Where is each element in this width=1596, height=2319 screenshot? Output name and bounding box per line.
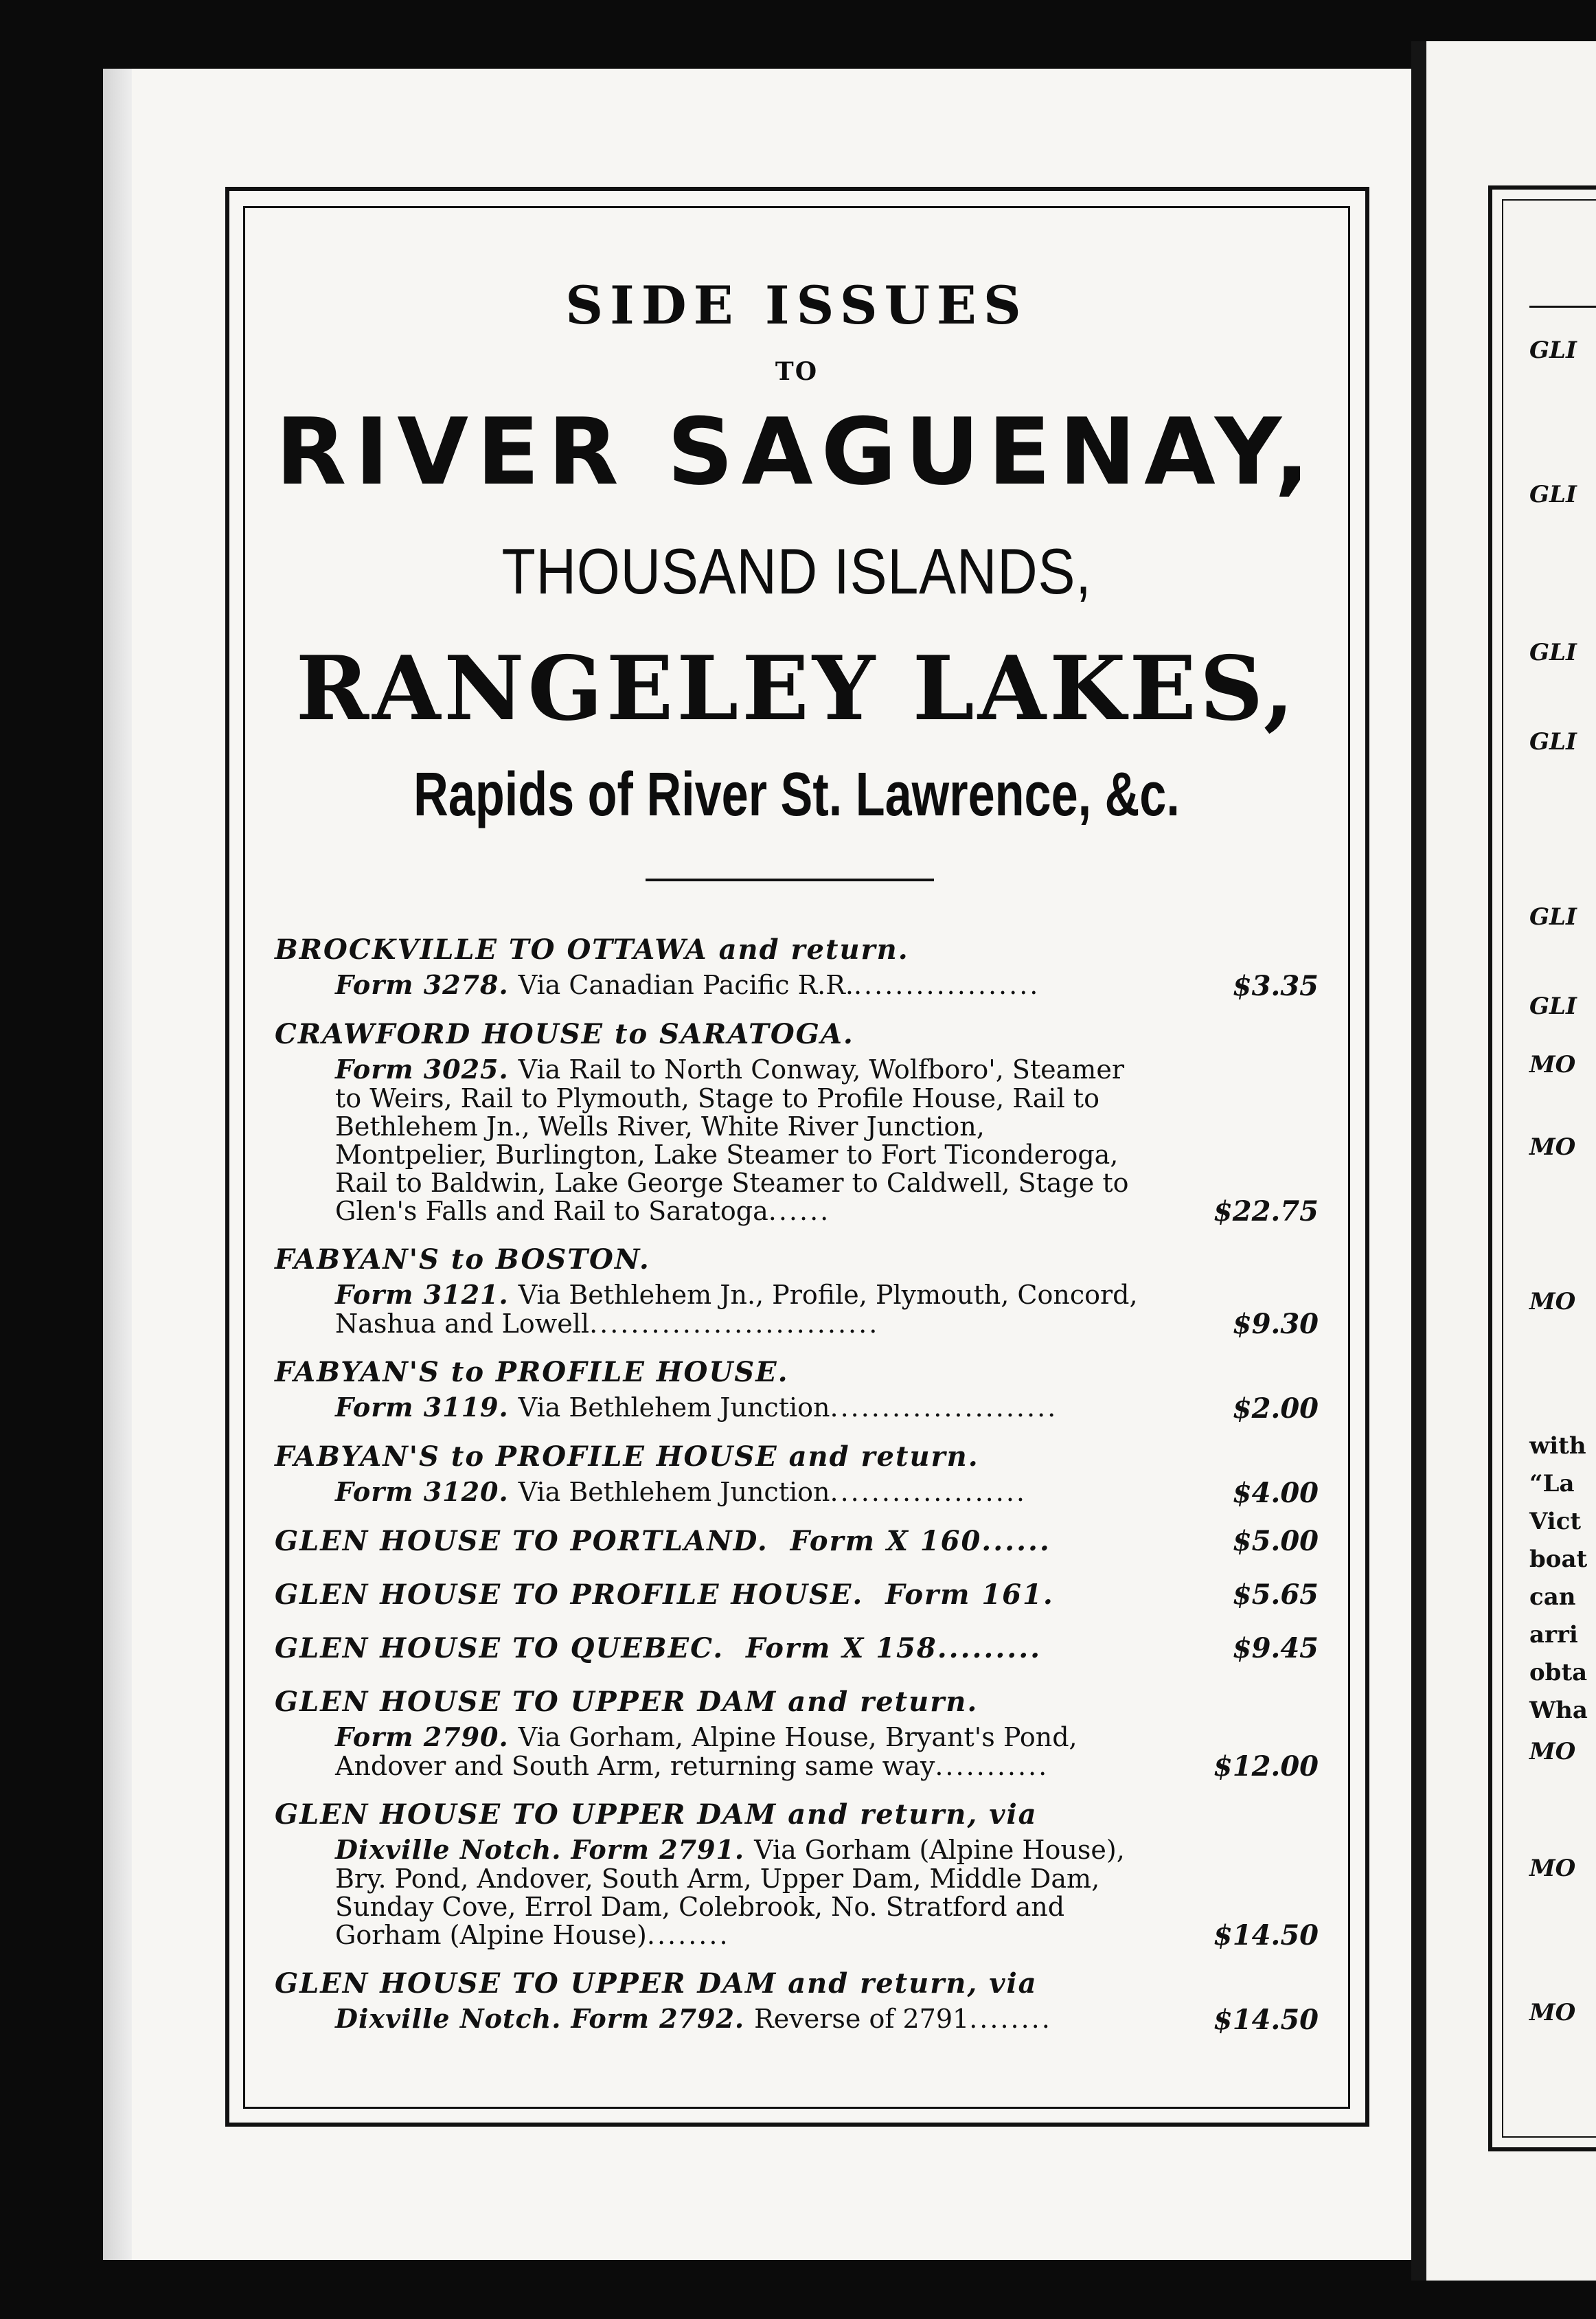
facing-text: boat [1529,1546,1588,1573]
facing-entry: MO [1529,1051,1576,1078]
fare-price: $14.50 [1213,1919,1319,1952]
fare-title: BROCKVILLE TO OTTAWA and return. [275,934,909,966]
fare-detail [275,1476,1154,1507]
fare-title-inline [275,1576,1154,1614]
facing-page [1426,41,1596,2281]
fare-entry [275,1629,1319,1668]
page-edge [103,69,132,2260]
facing-page-rule [1529,306,1596,308]
dot-leader: ............................ [589,1309,880,1339]
facing-text: Wha [1529,1697,1588,1724]
fare-detail [275,1834,1154,1949]
form-number: Form 3121. [335,1279,509,1310]
form-number: Form 2792. [571,2003,745,2034]
fare-list [275,931,1319,2049]
route-text: Reverse of 2791 [754,2004,970,2034]
fare-title: CRAWFORD HOUSE to SARATOGA. [275,1018,854,1050]
fare-detail [275,969,1154,1000]
fare-title: FABYAN'S to PROFILE HOUSE and return. [275,1440,979,1473]
form-number: Form 3119. [335,1392,509,1423]
fare-entry [275,1241,1319,1338]
fare-title-inline [275,1522,1154,1561]
fare-title: FABYAN'S to PROFILE HOUSE. [275,1356,789,1388]
facing-entry: GLI [1529,639,1577,666]
facing-entry: MO [1529,1738,1576,1765]
fare-entry [275,1683,1319,1783]
route-text: Via Bethlehem Junction [518,1392,830,1423]
divider-rule [646,879,934,881]
fare-entry [275,1576,1319,1614]
facing-entry: MO [1529,1288,1576,1315]
facing-entry: GLI [1529,481,1577,508]
fare-price: $2.00 [1232,1392,1319,1425]
facing-entry: GLI [1529,903,1577,931]
fare-detail [275,1392,1154,1423]
route-text: Via Bethlehem Jn., Profile, Plymouth, Concord, Nashua and Lowell [335,1280,1138,1339]
fare-price: $3.35 [1232,970,1319,1002]
dot-leader: ...... [981,1525,1051,1557]
dot-leader: ......... [937,1632,1042,1664]
dot-leader: ........ [646,1920,730,1950]
dot-leader: .................. [853,970,1040,1000]
facing-text: “La [1529,1470,1575,1497]
heading-thousand-islands: THOUSAND ISLANDS, [501,535,1092,607]
fare-entry [275,1353,1319,1423]
fare-title: GLEN HOUSE TO UPPER DAM and return. [275,1686,979,1718]
form-number: Form 2791. [571,1834,745,1865]
dot-leader: ................... [830,1477,1027,1507]
fare-title: FABYAN'S to BOSTON. [275,1243,650,1276]
dot-leader: ........ [969,2004,1052,2034]
fare-title: GLEN HOUSE TO UPPER DAM and return, via [275,1798,1038,1831]
route-text: Via Canadian Pacific R.R. [518,970,854,1000]
facing-entry: GLI [1529,728,1577,756]
heading-rangeley-lakes: RANGELEY LAKES, [295,637,1298,740]
fare-title-inline [275,1629,1154,1668]
fare-detail [275,1054,1154,1225]
facing-entry: MO [1529,1855,1576,1882]
facing-entry: MO [1529,1133,1576,1161]
form-number: Form 2790. [335,1721,509,1752]
facing-text: with [1529,1432,1586,1460]
form-number: Form 3278. [335,969,509,1000]
fare-entry [275,931,1319,1000]
form-number: Form X 158 [746,1632,937,1664]
route-text: Via Rail to North Conway, Wolfboro', Steamer to Weirs, Rail to Plymouth, Stage to Profile House, Rail to Bethlehem Jn., Wells River, White River Junction, Montpelier, Burlington, Lake Steamer to Fort Ticonderoga, Rail to Baldwin, Lake George Steamer to Caldwell, Stage to Glen's Falls and Rail to Saratoga [335,1054,1129,1226]
fare-price: $14.50 [1213,2004,1319,2036]
fare-title-cont: Dixville Notch. [335,1834,562,1865]
fare-title: GLEN HOUSE TO PORTLAND. [275,1525,768,1557]
fare-entry [275,1796,1319,1952]
heading-rapids: Rapids of River St. Lawrence, &c. [413,760,1180,829]
facing-text: obta [1529,1659,1588,1686]
fare-price: $5.65 [1232,1579,1319,1611]
fare-price: $22.75 [1213,1195,1319,1228]
fare-entry [275,1522,1319,1561]
fare-detail [275,1721,1154,1780]
fare-title: GLEN HOUSE TO QUEBEC. [275,1632,725,1664]
form-number: Form 3120. [335,1476,509,1507]
fare-title-cont: Dixville Notch. [335,2003,562,2034]
fare-price: $9.45 [1232,1632,1319,1664]
facing-entry: MO [1529,1999,1576,2026]
dot-leader: ...... [768,1196,831,1226]
fare-entry [275,1965,1319,2034]
route-text: Via Bethlehem Junction [518,1477,830,1507]
route-text: Via Gorham (Alpine House), Bry. Pond, Andover, South Arm, Upper Dam, Middle Dam, Sunday Cove, Errol Dam, Colebrook, No. Stratford and Gorham (Alpine House) [335,1835,1125,1950]
fare-detail [275,1279,1154,1338]
facing-entry: GLI [1529,993,1577,1020]
facing-text: can [1529,1583,1576,1611]
fare-detail [275,2003,1154,2034]
facing-entry: GLI [1529,337,1577,364]
form-number: Form 3025. [335,1054,509,1085]
fare-price: $5.00 [1232,1525,1319,1557]
fare-title: GLEN HOUSE TO UPPER DAM and return, via [275,1967,1038,2000]
form-number: Form 161. [885,1579,1054,1611]
fare-title: GLEN HOUSE TO PROFILE HOUSE. [275,1579,864,1611]
book-gutter [1411,41,1426,2281]
heading-side-issues: SIDE ISSUES [565,275,1028,336]
facing-text: arri [1529,1621,1578,1649]
heading-to: TO [775,357,819,386]
fare-price: $9.30 [1232,1308,1319,1340]
dot-leader: ........... [935,1751,1049,1781]
dot-leader: ...................... [830,1392,1058,1423]
fare-price: $12.00 [1213,1750,1319,1783]
form-number: Form X 160 [790,1525,982,1557]
fare-entry [275,1015,1319,1228]
route-text: Via Gorham, Alpine House, Bryant's Pond, Andover and South Arm, returning same way [335,1722,1078,1781]
fare-price: $4.00 [1232,1477,1319,1509]
heading-river-saguenay: RIVER SAGUENAY, [275,398,1318,506]
facing-text: Vict [1529,1508,1582,1535]
fare-entry [275,1438,1319,1507]
